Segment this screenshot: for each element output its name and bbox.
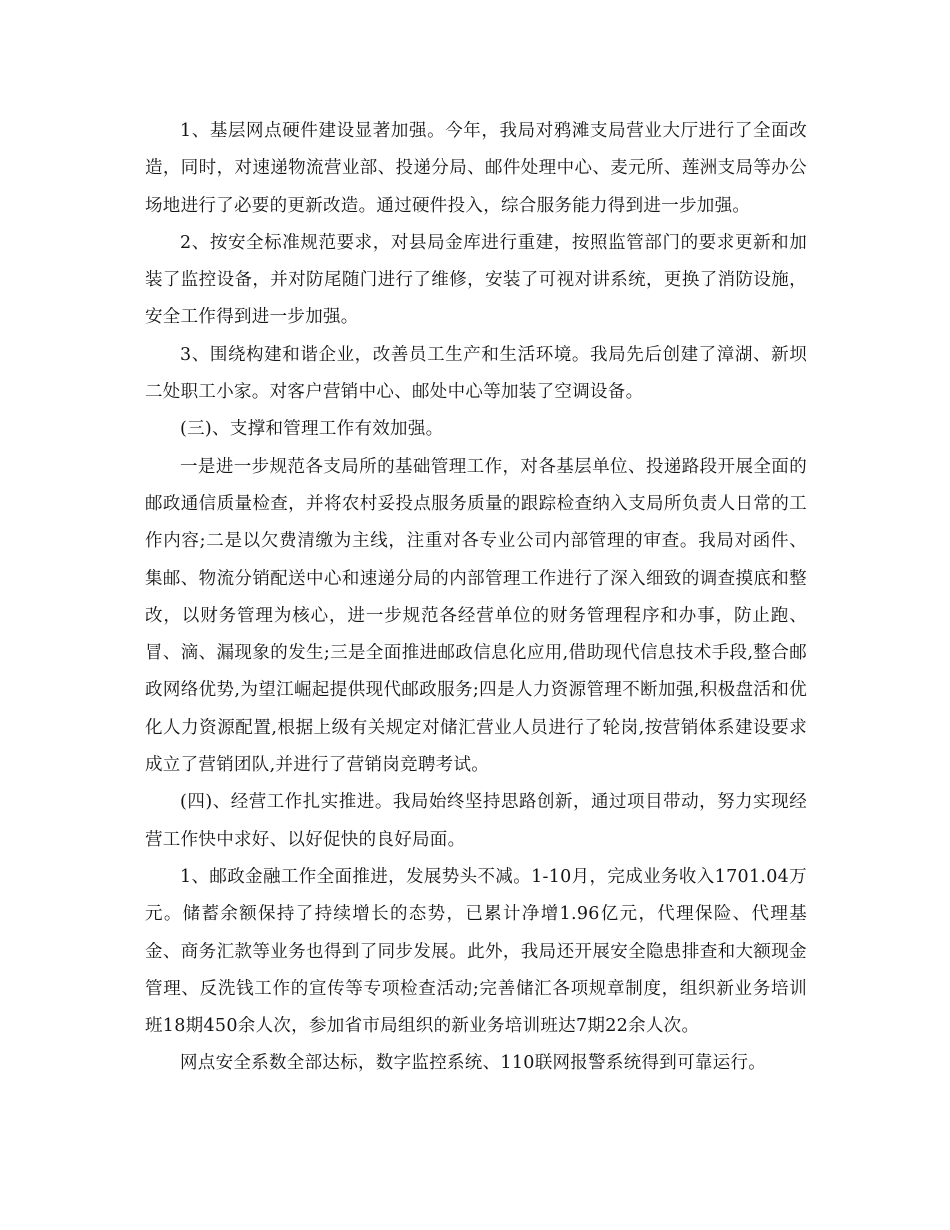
paragraph-postal-finance: 1、邮政金融工作全面推进，发展势头不减。1-10月，完成业务收入1701.04万元。储蓄余额保持了持续增长的态势，已累计净增1.96亿元，代理保险、代理基金、商务汇款等业务也得到了同步发展。此外，我局还开展安全隐患排查和大额现金管理、反洗钱工作的宣传等专项检查活动;完善储汇各项规章制度，组织新业务培训班18期450余人次，参加省市局组织的新业务培训班达7期22余人次。 <box>145 866 807 1037</box>
document-body <box>145 113 807 1083</box>
paragraph-hardware-construction: 1、基层网点硬件建设显著加强。今年，我局对鸦滩支局营业大厅进行了全面改造，同时，对速递物流营业部、投递分局、邮件处理中心、麦元所、莲洲支局等办公场地进行了必要的更新改造。通过硬件投入，综合服务能力得到进一步加强。 <box>145 121 807 216</box>
paragraph-management-work: 一是进一步规范各支局所的基础管理工作，对各基层单位、投递路段开展全面的邮政通信质量检查，并将农村妥投点服务质量的跟踪检查纳入支局所负责人日常的工作内容;二是以欠费清缴为主线，注重对各专业公司内部管理的审查。我局对函件、集邮、物流分销配送中心和速递分局的内部管理工作进行了深入细致的调查摸底和整改，以财务管理为核心，进一步规范各经营单位的财务管理程序和办事，防止跑、冒、滴、漏现象的发生;三是全面推进邮政信息化应用,借助现代信息技术手段,整合邮政网络优势,为望江崛起提供现代邮政服务;四是人力资源管理不断加强,积极盘活和优化人力资源配置,根据上级有关规定对储汇营业人员进行了轮岗,按营销体系建设要求成立了营销团队,并进行了营销岗竞聘考试。 <box>145 456 807 776</box>
section-heading-operations: (四)、经营工作扎实推进。我局始终坚持思路创新，通过项目带动，努力实现经营工作快中求好、以好促快的良好局面。 <box>145 792 807 850</box>
section-heading-support-management: (三)、支撑和管理工作有效加强。 <box>180 419 444 440</box>
paragraph-security-standards: 2、按安全标准规范要求，对县局金库进行重建，按照监管部门的要求更新和加装了监控设备，并对防尾随门进行了维修，安装了可视对讲系统，更换了消防设施，安全工作得到进一步加强。 <box>145 232 807 328</box>
paragraph-staff-environment: 3、围绕构建和谐企业，改善员工生产和生活环境。我局先后创建了漳湖、新坝二处职工小家。对客户营销中心、邮处中心等加装了空调设备。 <box>145 344 807 403</box>
paragraph-branch-safety: 网点安全系数全部达标，数字监控系统、110联网报警系统得到可靠运行。 <box>180 1053 767 1074</box>
